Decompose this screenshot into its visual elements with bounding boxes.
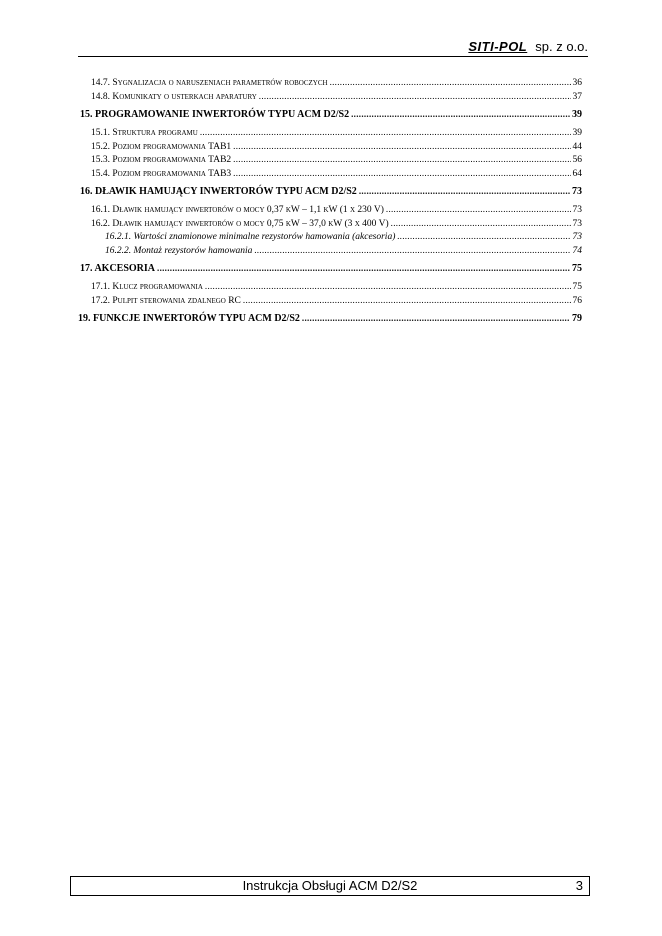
- company-name: [468, 39, 588, 55]
- toc-entry-page: 37: [572, 91, 582, 102]
- toc-dot-leader: [359, 185, 570, 198]
- toc-entry-page: 39: [572, 128, 582, 138]
- toc-entry-17[interactable]: [80, 262, 582, 275]
- toc-entry-16-1[interactable]: [80, 203, 582, 217]
- toc-entry-page: 44: [572, 141, 582, 152]
- toc-dot-leader: [200, 126, 571, 139]
- company-suffix: sp. z o.o.: [535, 39, 588, 54]
- toc-entry-17-2[interactable]: [80, 294, 582, 308]
- page-footer: [70, 876, 590, 896]
- toc-entry-page: 79: [572, 313, 582, 324]
- toc-dot-leader: [351, 108, 570, 121]
- toc-dot-leader: [233, 140, 570, 153]
- toc-entry-page: 73: [572, 186, 582, 197]
- toc-entry-title: 19. FUNKCJE INWERTORÓW TYPU ACM D2/S2: [78, 313, 300, 324]
- toc-dot-leader: [302, 312, 570, 325]
- toc-entry-16[interactable]: [80, 185, 582, 198]
- toc-dot-leader: [254, 244, 570, 257]
- toc-entry-page: 73: [572, 232, 582, 242]
- toc-entry-page: 73: [572, 218, 582, 229]
- table-of-contents: [80, 76, 582, 325]
- toc-entry-page: 73: [572, 205, 582, 215]
- toc-entry-14-7[interactable]: [80, 76, 582, 90]
- toc-dot-leader: [243, 294, 571, 307]
- toc-dot-leader: [205, 280, 571, 293]
- toc-dot-leader: [157, 262, 570, 275]
- toc-entry-title: 14.8. Komunikaty o usterkach aparatury: [91, 91, 257, 102]
- toc-entry-title: 17.2. Pulpit sterowania zdalnego RC: [91, 295, 241, 306]
- toc-entry-page: 75: [572, 282, 582, 292]
- toc-entry-title: 15. PROGRAMOWANIE INWERTORÓW TYPU ACM D2/S2: [80, 109, 350, 120]
- toc-entry-title: 15.1. Struktura programu: [91, 128, 198, 138]
- toc-entry-page: 75: [572, 263, 582, 274]
- toc-entry-title: 16.2. Dławik hamujący inwertorów o mocy 0,75 kW – 37,0 kW (3 x 400 V): [91, 218, 389, 229]
- toc-dot-leader: [259, 90, 571, 103]
- toc-entry-title: 16.2.1. Wartości znamionowe minimalne rezystorów hamowania (akcesoria): [105, 232, 396, 242]
- toc-entry-page: 36: [572, 78, 582, 88]
- toc-entry-15-4[interactable]: [80, 167, 582, 181]
- company-logo-text: SITI-POL: [468, 39, 528, 54]
- toc-entry-19[interactable]: [78, 312, 582, 325]
- toc-entry-page: 39: [572, 109, 582, 120]
- toc-entry-page: 76: [572, 295, 582, 306]
- toc-dot-leader: [330, 76, 571, 89]
- toc-entry-page: 56: [572, 155, 582, 165]
- footer-page-number: 3: [575, 878, 583, 893]
- toc-entry-15-1[interactable]: [80, 126, 582, 140]
- toc-entry-14-8[interactable]: [80, 90, 582, 104]
- toc-entry-title: 15.2. Poziom programowania TAB1: [91, 141, 232, 152]
- toc-entry-16-2-2[interactable]: [80, 244, 582, 258]
- toc-dot-leader: [233, 153, 570, 166]
- toc-entry-title: 17.1. Klucz programowania: [91, 282, 203, 292]
- toc-entry-page: 74: [572, 245, 582, 256]
- toc-entry-16-2-1[interactable]: [80, 230, 582, 244]
- toc-entry-title: 15.3. Poziom programowania TAB2: [91, 155, 232, 165]
- toc-entry-15-3[interactable]: [80, 153, 582, 167]
- toc-entry-title: 17. AKCESORIA: [80, 263, 156, 274]
- toc-entry-title: 16. DŁAWIK HAMUJĄCY INWERTORÓW TYPU ACM D2/S2: [80, 186, 357, 197]
- toc-dot-leader: [233, 167, 570, 180]
- page-header: [78, 38, 588, 57]
- toc-entry-17-1[interactable]: [80, 280, 582, 294]
- toc-entry-title: 16.2.2. Montaż rezystorów hamowania: [105, 245, 253, 256]
- toc-entry-15[interactable]: [80, 108, 582, 121]
- toc-entry-title: 14.7. Sygnalizacja o naruszeniach parametrów roboczych: [91, 78, 328, 88]
- toc-dot-leader: [391, 217, 571, 230]
- toc-dot-leader: [397, 230, 570, 243]
- toc-entry-16-2[interactable]: [80, 217, 582, 231]
- toc-entry-page: 64: [572, 168, 582, 179]
- toc-dot-leader: [386, 203, 571, 216]
- toc-entry-title: 16.1. Dławik hamujący inwertorów o mocy 0,37 kW – 1,1 kW (1 x 230 V): [91, 205, 384, 215]
- toc-entry-15-2[interactable]: [80, 140, 582, 154]
- footer-title: Instrukcja Obsługi ACM D2/S2: [242, 878, 418, 893]
- toc-entry-title: 15.4. Poziom programowania TAB3: [91, 168, 232, 179]
